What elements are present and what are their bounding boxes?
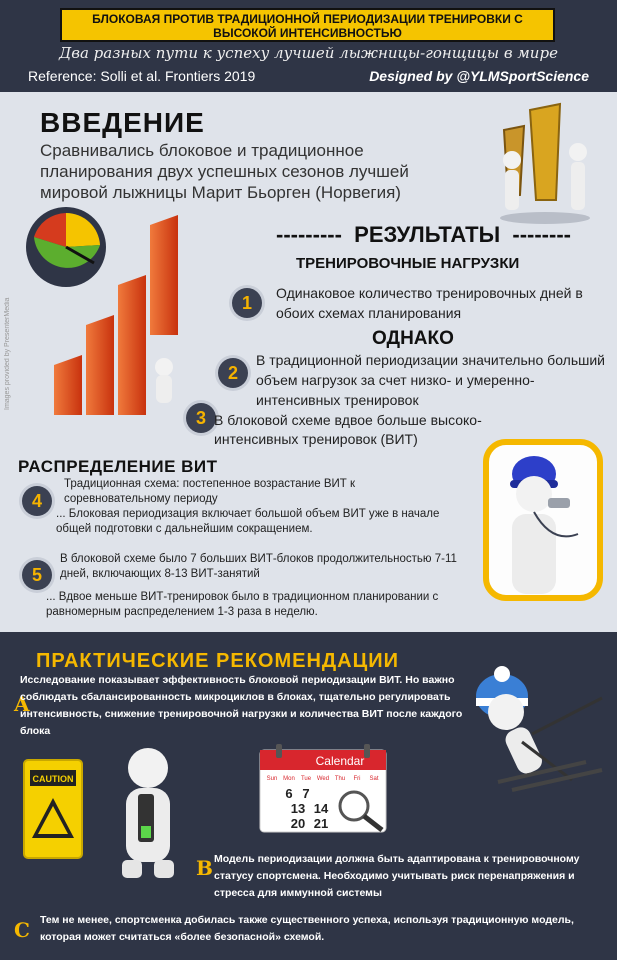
coach-whistle-illustration [482,434,604,602]
calendar-day-sat: Sat [369,776,379,782]
intro-heading: ВВЕДЕНИЕ [40,107,205,138]
point-4-text-a: Традиционная схема: постепенное возрастание ВИТ к соревновательному периоду [64,478,356,505]
recommendation-b-text: Модель периодизации должна быть адаптирована к тренировочному статусу спортсмена. Необходимо учитывать риск перенапряжения и стресса для иммунной системы [214,853,580,899]
calendar-number-7: 7 [302,786,310,801]
growth-bars-illustration [24,205,239,420]
recommendation-letter-b: B [196,856,213,880]
calendar-day-tue: Tue [300,776,312,782]
low-battery-figure-illustration [98,742,198,882]
subtitle: Два разных пути к успеху лучшей лыжницы-гонщицы в мире [59,44,558,62]
title-box [60,8,555,42]
skier-illustration [462,664,612,804]
calendar-day-wed: Wed [316,776,330,782]
point-4-text-b: ... Блоковая периодизация включает большой объем ВИТ уже в начале общей подготовки с дальнейшим сокращением. [56,508,440,535]
number-one-trophy-illustration [490,100,600,225]
reference: Reference: Solli et al. Frontiers 2019 [28,68,256,84]
calendar-title: Calendar [315,754,365,768]
point-1-text: Одинаковое количество тренировочных дней в обоих схемах планирования [276,285,583,321]
point-5-text-a: В блоковой схеме было 7 больших ВИТ-блоков продолжительностью 7-11 дней, включающих 8-13 ВИТ-занятий [60,553,457,580]
calendar-day-mon: Mon [283,776,295,782]
designed-by: Designed by @YLMSportScience [369,68,589,84]
calendar-number-6: 6 [285,786,293,801]
calendar-day-sun: Sun [266,776,278,782]
image-credit: Images provided by PresenterMedia [4,297,11,410]
title-line-1: БЛОКОВАЯ ПРОТИВ ТРАДИЦИОННОЙ ПЕРИОДИЗАЦИИ ТРЕНИРОВКИ С [92,12,523,26]
point-number-3: 3 [186,403,216,433]
calendar-illustration [258,742,390,834]
title-text [62,10,553,40]
intro-text: Сравнивались блоковое и традиционное планирования двух успешных сезонов лучшей мировой лыжницы Марит Бьорген (Норвегия) [40,141,409,202]
calendar-number-20: 20 [290,816,306,831]
recommendation-a-text: Исследование показывает эффективность блоковой периодизации ВИТ. Но важно соблюдать сбалансированность микроциклов в блоках, тщательно регулировать интенсивность, снижение тренировочной нагрузки и количества ВИТ после каждого блока [20,674,463,737]
caution-sign-label: CAUTION [32,774,74,784]
point-5-text-b: ... Вдвое меньше ВИТ-тренировок было в традиционном планировании с равномерным распределением 1-3 раза в неделю. [46,591,439,618]
recommendation-c-text: Тем не менее, спортсменка добилась также существенного успеха, используя традиционную модель, которая может считаться «более безопасной» схемой. [40,914,574,943]
however-heading: ОДНАКО [372,328,454,349]
results-heading: --------- РЕЗУЛЬТАТЫ -------- [276,222,571,247]
recommendation-letter-c: C [14,918,30,942]
point-number-2: 2 [218,358,248,388]
point-3-text: В блоковой схеме вдвое больше высоко-интенсивных тренировок (ВИТ) [214,412,482,447]
distribution-heading: РАСПРЕДЕЛЕНИЕ ВИТ [18,457,218,476]
calendar-number-13: 13 [290,801,306,816]
point-number-1: 1 [232,288,262,318]
calendar-day-fri: Fri [353,776,361,782]
calendar-day-thu: Thu [334,776,346,782]
practical-heading: ПРАКТИЧЕСКИЕ РЕКОМЕНДАЦИИ [36,650,399,672]
calendar-number-14: 14 [313,801,329,816]
point-number-5: 5 [22,560,52,590]
training-loads-heading: ТРЕНИРОВОЧНЫЕ НАГРУЗКИ [296,255,520,272]
point-2-text: В традиционной периодизации значительно больший объем нагрузок за счет низко- и умеренно-интенсивных тренировок [256,352,606,408]
caution-sign-illustration [22,758,84,862]
point-number-4: 4 [22,486,52,516]
recommendation-letter-a: A [14,692,30,716]
title-line-2: ВЫСОКОЙ ИНТЕНСИВНОСТЬЮ [213,26,402,40]
calendar-number-21: 21 [313,816,329,831]
